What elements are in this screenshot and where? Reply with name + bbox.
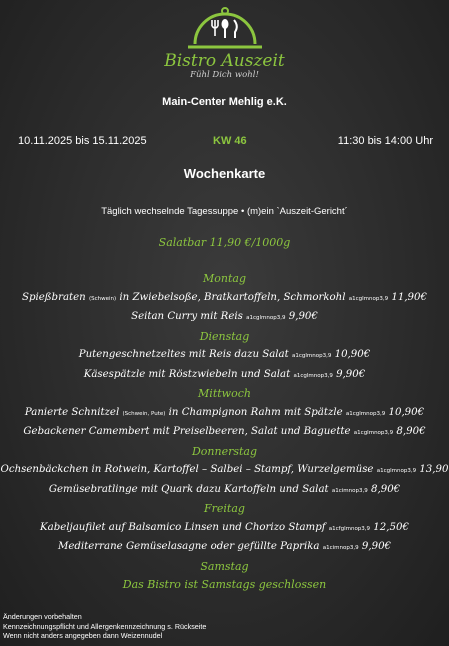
footer-line: Kennzeichnungspflicht und Allergenkennzeichnung s. Rückseite (3, 621, 207, 631)
menu-item (0, 519, 449, 539)
allergen-codes: a1cfglmnop3,9 (328, 525, 371, 532)
company-name: Main-Center Mehlig e.K. (162, 96, 287, 108)
dish-name: Mediterrane Gemüselasagne oder gefüllte Paprika (57, 541, 320, 552)
day-heading: Mittwoch (198, 387, 251, 400)
dish-price: 11,90€ (391, 291, 428, 303)
dish-price: 10,90€ (388, 406, 425, 418)
dish-description: in Champignon Rahm mit Spätzle (168, 406, 343, 418)
daily-soup: Täglich wechselnde Tagessuppe • (m)ein `Auszeit-Gericht´ (101, 206, 348, 217)
day-heading: Das Bistro ist Samstags geschlossen (122, 578, 327, 591)
dish-price: 12,50€ (373, 521, 409, 533)
menu-item (0, 538, 449, 558)
menu-item (0, 366, 449, 386)
dish-name: Panierte Schnitzel (24, 406, 120, 418)
menu-item (0, 423, 449, 443)
page-title: Wochenkarte (183, 166, 266, 181)
footer-line: Wenn nicht anders angegeben dann Weizennudel (3, 631, 163, 640)
dish-price: 9,90€ (361, 541, 392, 552)
allergen-codes: a1cglmnop3,9 (376, 468, 417, 474)
dish-name: Seitan Curry mit Reis (131, 311, 243, 322)
menu-item (0, 289, 449, 309)
menu-item (0, 404, 449, 424)
cloche-icon (182, 6, 268, 52)
dish-name: Spießbraten (21, 291, 86, 303)
date-range: 10.11.2025 bis 15.11.2025 (18, 135, 147, 147)
menu-item (0, 481, 449, 501)
calendar-week: KW 46 (213, 135, 247, 147)
allergen-codes: a1cglmnop3,9 (293, 372, 333, 379)
footer-line: Änderungen vorbehalten (3, 612, 82, 621)
dish-name: Ochsenbäckchen in Rotwein, Kartoffel – Salbei – Stampf, Wurzelgemüse (0, 464, 374, 475)
day-heading: Montag (203, 272, 246, 285)
dish-price: 9,90€ (288, 311, 318, 322)
menu-item (0, 461, 449, 481)
dish-price: 13,90 (419, 464, 449, 475)
dish-price: 9,90€ (336, 368, 366, 380)
footer-notes (3, 612, 206, 641)
dish-name: Kabeljaufilet auf Balsamico Linsen und Chorizo Stampf (40, 521, 326, 533)
allergen-codes: a1cglmnop3,9 (348, 295, 389, 302)
dish-description: in Zwiebelsoße, Bratkartoffeln, Schmorkohl (119, 291, 346, 303)
dish-name: Putengeschnetzeltes mit Reis dazu Salat (78, 349, 289, 360)
menu-item (0, 346, 449, 366)
menu-item (0, 308, 449, 328)
day-heading: Samstag (200, 559, 249, 573)
dish-price: 8,90€ (396, 426, 426, 437)
dish-name: Käsespätzle mit Röstzwiebeln und Salat (83, 368, 291, 380)
dish-price: 10,90€ (334, 349, 371, 360)
logo (0, 6, 449, 80)
weekly-menu (0, 270, 449, 595)
dish-meat-note: (Schwein, Pute) (122, 410, 166, 417)
dish-price: 8,90€ (371, 483, 401, 495)
dish-name: Gebackener Camembert mit Preiselbeeren, Salat und Baguette (23, 426, 351, 437)
allergen-codes: a1cglmnop3,9 (246, 315, 286, 321)
allergen-codes: a1cglmnop3,9 (345, 410, 386, 417)
slogan: Fühl Dich wohl! (190, 70, 259, 80)
allergen-codes: a1cglmnop3,9 (291, 353, 332, 359)
day-heading: Dienstag (199, 329, 250, 343)
day-heading: Freitag (204, 502, 245, 515)
salad-bar: Salatbar 11,90 €/1000g (158, 236, 291, 249)
opening-hours: 11:30 bis 14:00 Uhr (337, 135, 433, 147)
day-heading: Donnerstag (191, 444, 258, 458)
allergen-codes: a1cimnop3,9 (322, 545, 359, 551)
brand-name: Bistro Auszeit (164, 51, 285, 71)
dish-name: Gemüsebratlinge mit Quark dazu Kartoffeln und Salat (48, 483, 329, 495)
dish-meat-note: (Schwein) (88, 295, 117, 302)
allergen-codes: a1cglmnop3,9 (353, 430, 394, 436)
allergen-codes: a1cimnop3,9 (331, 487, 368, 494)
